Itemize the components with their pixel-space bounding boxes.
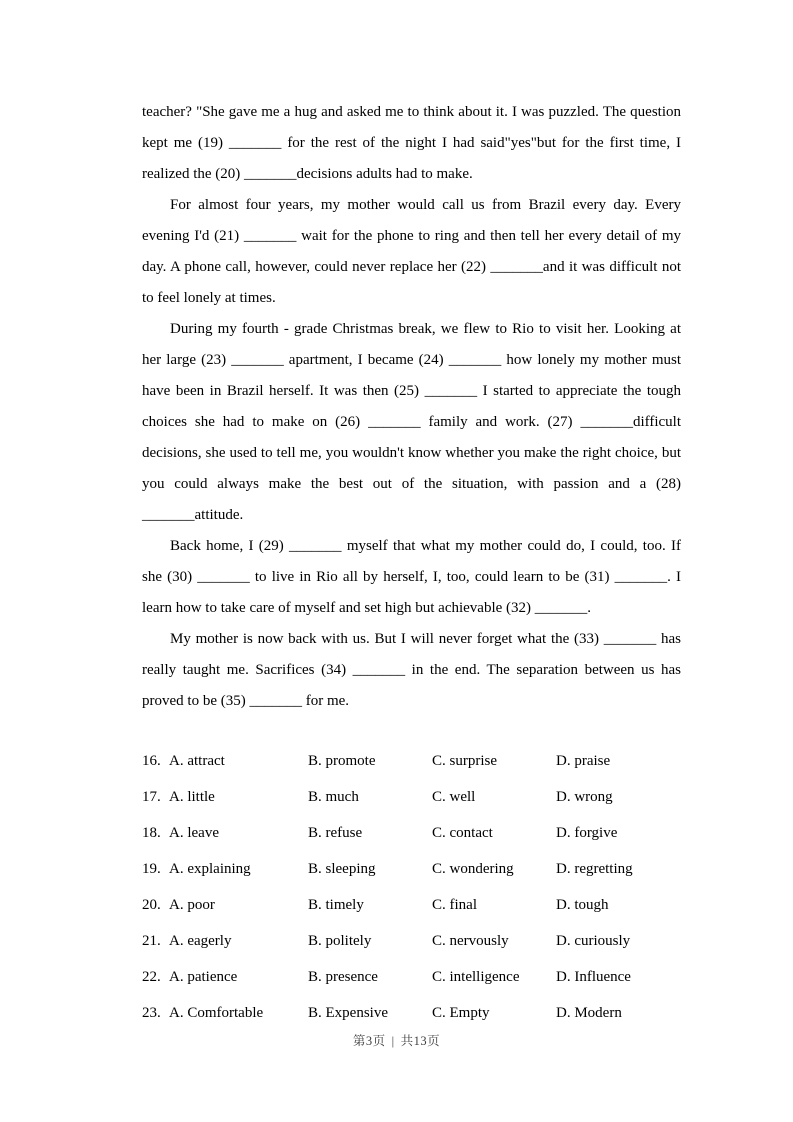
paragraph: Back home, I (29) _______ myself that what my mother could do, I could, too. If she (30) _______ to live in Rio all by herself, I, too, could learn to be (31) _______. I learn how to take care of myself and set high but achievable (32) _______. xyxy=(142,538,681,616)
question-number: 17. xyxy=(142,789,161,805)
question-row xyxy=(142,851,681,887)
page-footer xyxy=(0,1031,793,1049)
option-d: D. curiously xyxy=(556,933,631,949)
option-b: B. Expensive xyxy=(308,1005,388,1021)
option-a: A. explaining xyxy=(169,861,251,877)
question-number: 18. xyxy=(142,825,161,841)
question-row xyxy=(142,779,681,815)
option-c: C. well xyxy=(432,789,476,805)
option-a: A. eagerly xyxy=(169,933,232,949)
page-content xyxy=(142,97,681,1031)
question-number: 23. xyxy=(142,1005,161,1021)
option-c: C. final xyxy=(432,897,477,913)
option-a: A. patience xyxy=(169,969,238,985)
question-number: 20. xyxy=(142,897,161,913)
option-b: B. sleeping xyxy=(308,861,376,877)
option-d: D. Modern xyxy=(556,1005,622,1021)
paragraph: During my fourth - grade Christmas break, we flew to Rio to visit her. Looking at her large (23) _______ apartment, I became (24) _______ how lonely my mother must have been in Brazil herself. It was then (25) _______ I started to appreciate the tough choices she had to make on (26) _______ family and work. (27) _______difficult decisions, she used to tell me, you wouldn't know whether you make the right choice, but you could always make the best out of the situation, with passion and a (28) _______attitude. xyxy=(142,321,681,523)
question-number: 19. xyxy=(142,861,161,877)
option-c: C. surprise xyxy=(432,753,497,769)
option-d: D. forgive xyxy=(556,825,618,841)
question-number: 21. xyxy=(142,933,161,949)
paragraph: teacher? "She gave me a hug and asked me to think about it. I was puzzled. The question kept me (19) _______ for the rest of the night I had said"yes"but for the first time, I realized the (20) _______decisions adults had to make. xyxy=(142,104,681,182)
footer-separator: | xyxy=(391,1034,395,1048)
option-d: D. wrong xyxy=(556,789,613,805)
question-number: 22. xyxy=(142,969,161,985)
options-list xyxy=(142,743,681,1031)
paragraph: For almost four years, my mother would call us from Brazil every day. Every evening I'd (21) _______ wait for the phone to ring and then tell her every detail of my day. A phone call, however, could never replace her (22) _______and it was difficult not to feel lonely at times. xyxy=(142,197,681,306)
option-d: D. praise xyxy=(556,753,611,769)
cloze-passage xyxy=(142,97,681,717)
option-a: A. leave xyxy=(169,825,219,841)
option-b: B. refuse xyxy=(308,825,363,841)
question-row xyxy=(142,887,681,923)
question-row xyxy=(142,995,681,1031)
option-a: A. attract xyxy=(169,753,225,769)
option-d: D. Influence xyxy=(556,969,631,985)
paragraph: My mother is now back with us. But I will never forget what the (33) _______ has really taught me. Sacrifices (34) _______ in the end. The separation between us has proved to be (35) _______ for me. xyxy=(142,631,681,709)
option-c: C. Empty xyxy=(432,1005,490,1021)
option-a: A. poor xyxy=(169,897,215,913)
option-c: C. wondering xyxy=(432,861,514,877)
page-total: 共13页 xyxy=(400,1034,441,1048)
question-row xyxy=(142,815,681,851)
option-d: D. tough xyxy=(556,897,609,913)
question-row xyxy=(142,959,681,995)
option-a: A. Comfortable xyxy=(169,1005,264,1021)
question-number: 16. xyxy=(142,753,161,769)
option-b: B. promote xyxy=(308,753,376,769)
option-b: B. timely xyxy=(308,897,364,913)
question-row xyxy=(142,743,681,779)
option-c: C. intelligence xyxy=(432,969,520,985)
option-b: B. presence xyxy=(308,969,378,985)
question-row xyxy=(142,923,681,959)
option-c: C. nervously xyxy=(432,933,509,949)
option-b: B. politely xyxy=(308,933,372,949)
option-d: D. regretting xyxy=(556,861,633,877)
option-a: A. little xyxy=(169,789,215,805)
option-b: B. much xyxy=(308,789,359,805)
page-number: 第3页 xyxy=(352,1034,386,1048)
option-c: C. contact xyxy=(432,825,493,841)
